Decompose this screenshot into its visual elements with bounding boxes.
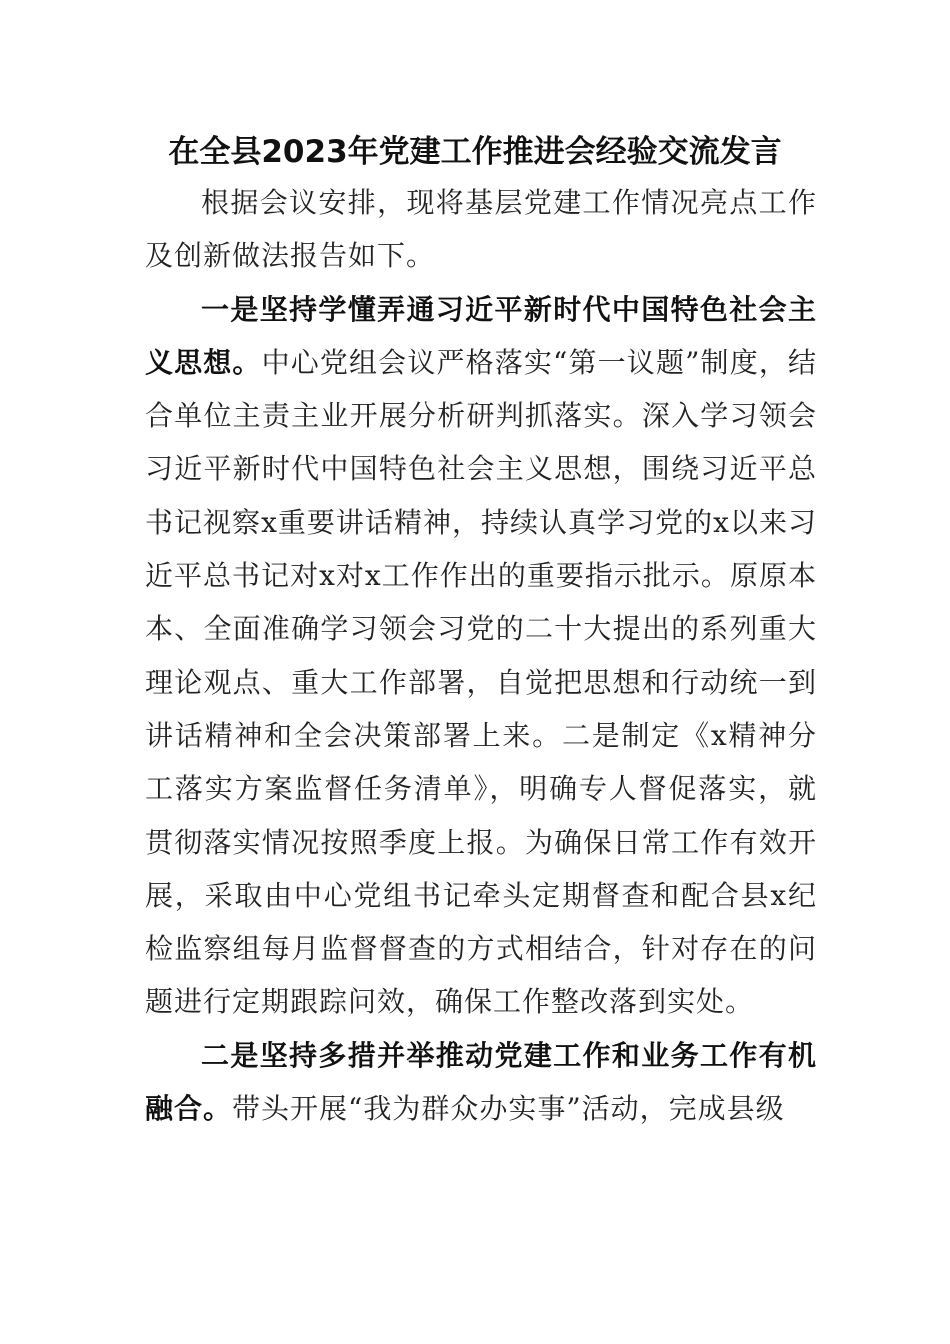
paragraph-text: 中心党组会议严格落实“第一议题”制度，结合单位主责主业开展分析研判抓落实。深入学习领会习近平新时代中国特色社会主义思想，围绕习近平总书记视察x重要讲话精神，持续认真学习党的x以来习近平总书记对x对x工作作出的重要指示批示。原原本本、全面准确学习领会习党的二十大提出的系列重大理论观点、重大工作部署，自觉把思想和行动统一到讲话精神和全会决策部署上来。二是制定《x精神分工落实方案监督任务清单》，明确专人督促落实，就贯彻落实情况按照季度上报。为确保日常工作有效开展，采取由中心党组书记牵头定期督查和配合县x纪检监察组每月监督督查的方式相结合，针对存在的问题进行定期跟踪问效，确保工作整改落到实处。 <box>145 345 817 1019</box>
paragraph-heading: 二是坚持多措并举推动党建工作和业务工作有机融合。 <box>145 1038 817 1126</box>
paragraph-point-two <box>145 1029 817 1136</box>
paragraph-text: 根据会议安排，现将基层党建工作情况亮点工作及创新做法报告如下。 <box>145 186 817 273</box>
paragraph-point-one <box>145 283 817 1029</box>
paragraph-heading: 一是坚持学懂弄通习近平新时代中国特色社会主义思想。 <box>145 292 817 379</box>
document-title: 在全县2023年党建工作推进会经验交流发言 <box>168 134 782 170</box>
document-body <box>145 176 817 1135</box>
paragraph-text: 带头开展“我为群众办实事”活动，完成县级 <box>232 1092 785 1126</box>
paragraph-intro <box>145 176 817 283</box>
